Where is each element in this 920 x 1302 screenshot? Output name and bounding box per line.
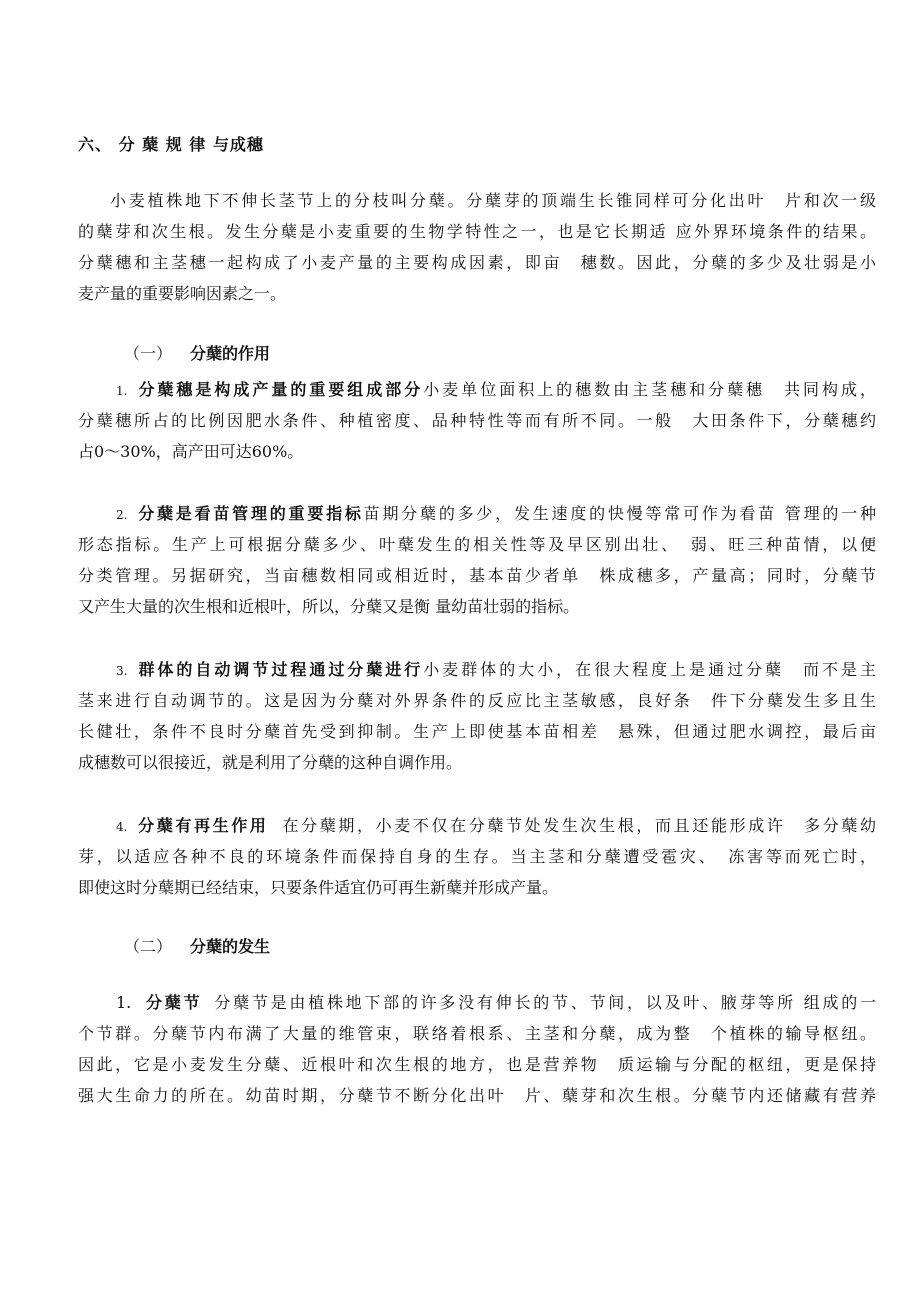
text-line: 的蘖芽和次生根。发生分蘖是小麦重要的生物学特性之一，也是它长期适 应外界环境条件的结果。 (78, 222, 876, 241)
intro-paragraph (78, 185, 876, 309)
item-number: 1. (116, 993, 132, 1012)
text-line: 个节群。分蘖节内布满了大量的维管束，联络着根系、主茎和分蘖，成为整 个植株的输导枢纽。 (78, 1024, 876, 1043)
item-title: 分蘖节 (143, 993, 203, 1012)
text-line: 分类管理。另据研究，当亩穗数相同或相近时，基本苗少者单 株成穗多，产量高；同时，分蘖节 (78, 566, 876, 585)
text-line: 成穗数可以很接近，就是利用了分蘖的这种自调作用。 (78, 753, 463, 772)
text-line: 芽，以适应各种不良的环境条件而保持自身的生存。当主茎和分蘖遭受雹灾、 冻害等而死亡时， (78, 847, 876, 866)
text-line: 麦产量的重要影响因素之一。 (78, 284, 287, 303)
text-line (78, 498, 876, 529)
text-line: 小麦植株地下不伸长茎节上的分枝叫分蘖。分蘖芽的顶端生长锥同样可分化出叶 片和次一级 (110, 191, 876, 210)
section-heading: 六、 分 蘖 规 律 与成穗 (78, 135, 264, 154)
text-line: 强大生命力的所在。幼苗时期，分蘖节不断分化出叶 片、蘖芽和次生根。分蘖节内还储藏有营养 (78, 1086, 876, 1105)
text-line: 分蘖穗和主茎穗一起构成了小麦产量的主要构成因素，即亩 穗数。因此，分蘖的多少及壮弱是小 (78, 253, 876, 272)
text-line: 又产生大量的次生根和近根叶，所以，分蘖又是衡 量幼苗壮弱的指标。 (78, 597, 580, 616)
text-line: 分蘖穗所占的比例因肥水条件、种植密度、品种特性等而有所不同。一般 大田条件下，分蘖穗约 (78, 411, 876, 430)
paragraph-5 (78, 987, 876, 1142)
subsection-heading-2 (124, 934, 270, 957)
subsection-title: 分蘖的发生 (190, 937, 271, 956)
item-text: 小麦单位面积上的穗数由主茎穗和分蘖穗 共同构成， (423, 380, 876, 399)
paragraph-4 (78, 810, 876, 903)
item-text: 小麦群体的大小，在很大程度上是通过分蘖 而不是主 (423, 660, 876, 679)
subsection-number: （二） (124, 937, 173, 956)
text-line: 因此，它是小麦发生分蘖、近根叶和次生根的地方，也是营养物 质运输与分配的枢纽，更是保持 (78, 1055, 876, 1074)
item-text: 在分蘖期，小麦不仅在分蘖节处发生次生根，而且还能形成许 多分蘖幼 (282, 816, 876, 835)
text-line (78, 987, 876, 1018)
item-title: 分蘖是看苗管理的重要指标 (135, 504, 364, 523)
subsection-heading-1 (124, 341, 270, 364)
text-line: 即使这时分蘖期已经结束，只要条件适宜仍可再生新蘖并形成产量。 (78, 878, 559, 897)
subsection-title: 分蘖的作用 (190, 344, 271, 363)
text-line: 占0〜30%，高产田可达60%。 (78, 442, 304, 461)
text-line: 形态指标。生产上可根据分蘖多少、叶蘖发生的相关性等及早区别出壮、 弱、旺三种苗情，以便 (78, 535, 876, 554)
item-text: 分蘖节是由植株地下部的许多没有伸长的节、节间，以及叶、腋芽等所 组成的一 (214, 993, 876, 1012)
text-line (78, 1111, 876, 1142)
item-title: 群体的自动调节过程通过分蘖进行 (135, 660, 424, 679)
item-text: 苗期分蘖的多少，发生速度的快慢等常可作为看苗 管理的一种 (363, 504, 876, 523)
text-line (78, 654, 876, 685)
text-line: 茎来进行自动调节的。这是因为分蘖对外界条件的反应比主茎敏感，良好条 件下分蘖发生多且生 (78, 691, 876, 710)
item-number: 3. (116, 664, 128, 678)
item-number: 4. (116, 820, 128, 834)
paragraph-1 (78, 374, 876, 467)
text-line (78, 810, 876, 841)
paragraph-2 (78, 498, 876, 622)
text-line: 长健壮，条件不良时分蘖首先受到抑制。生产上即使基本苗相差 悬殊，但通过肥水调控，最后亩 (78, 722, 876, 741)
item-number: 1. (116, 384, 128, 398)
item-number: 2. (116, 508, 128, 522)
item-title: 分蘖穗是构成产量的重要组成部分 (135, 380, 424, 399)
text-line (78, 374, 876, 405)
paragraph-3 (78, 654, 876, 778)
item-title: 分蘖有再生作用 (135, 816, 269, 835)
subsection-number: （一） (124, 344, 173, 363)
